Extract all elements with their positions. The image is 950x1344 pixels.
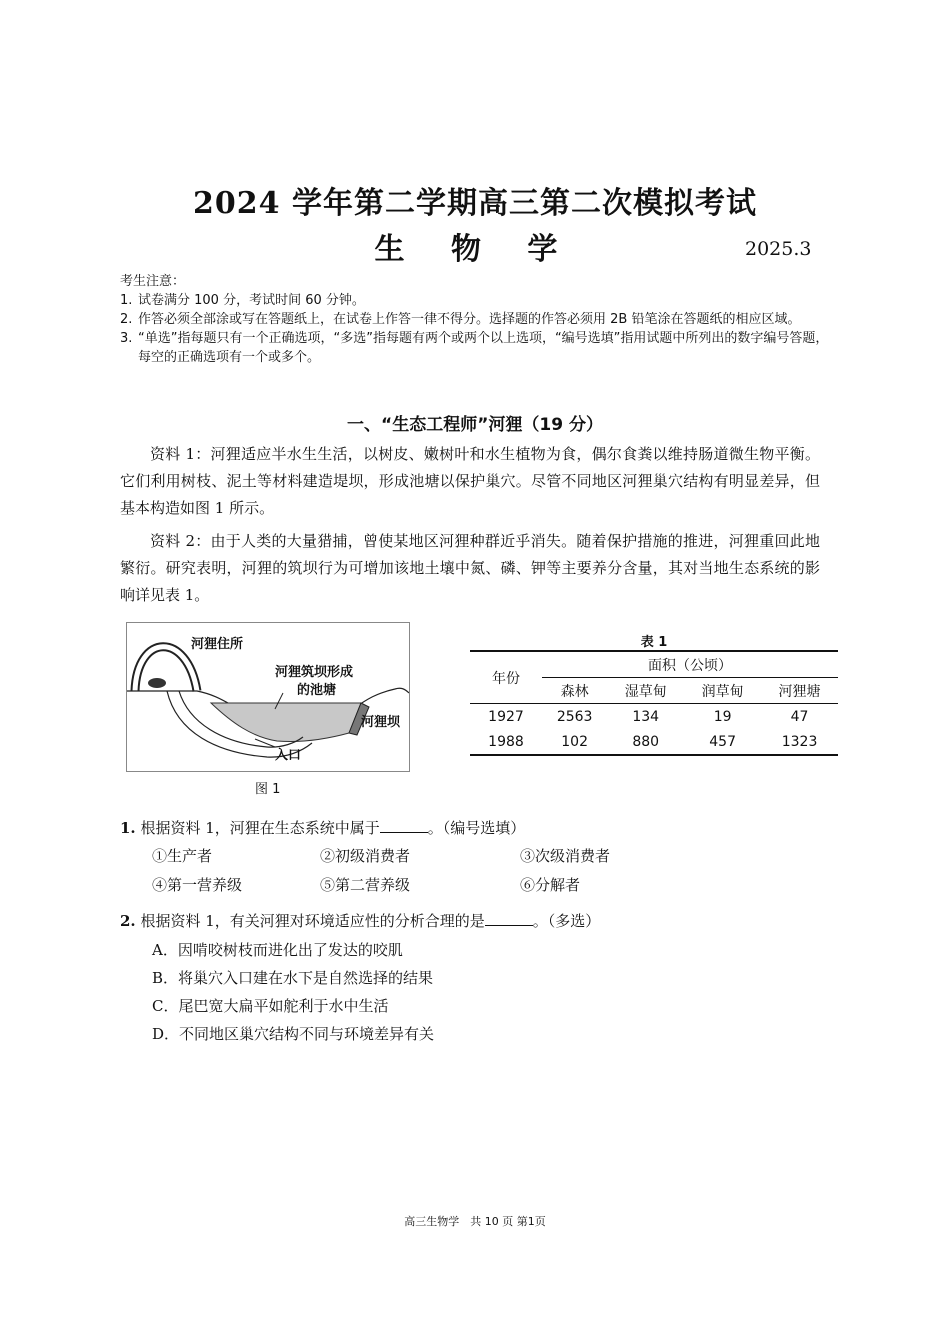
- column-header: 湿草甸: [607, 678, 684, 704]
- option-item: B．将巢穴入口建在水下是自然选择的结果: [152, 969, 434, 987]
- column-header: 河狸塘: [761, 678, 838, 704]
- option-item: ①生产者: [152, 847, 213, 865]
- notice-item-text: 试卷满分 100 分，考试时间 60 分钟。: [138, 293, 365, 308]
- notice-item-text: “单选”指每题只有一个正确选项，“多选”指每题有两个或两个以上选项，“编号选填”指用试题中所列出的数字编号答题，每空的正确选项有一个或多个。: [138, 331, 829, 365]
- option-item: D．不同地区巢穴结构不同与环境差异有关: [152, 1025, 435, 1043]
- table-row: [470, 729, 838, 755]
- value-cell: 134: [632, 708, 660, 725]
- table-caption: 表 1: [640, 635, 668, 650]
- question-number: 1.: [120, 819, 136, 837]
- exam-date: 2025.3: [745, 238, 812, 260]
- option-item: A．因啃咬树枝而进化出了发达的咬肌: [152, 941, 403, 959]
- question-2: [120, 907, 840, 935]
- beaver-lodge-diagram: [127, 623, 409, 771]
- value-cell: 457: [684, 729, 761, 755]
- beaver-icon: [148, 678, 166, 688]
- value-cell: 2563: [556, 708, 593, 725]
- year-cell: 1988: [470, 729, 542, 755]
- value-cell: 102: [542, 729, 607, 755]
- option-item: C．尾巴宽大扁平如舵利于水中生活: [152, 997, 389, 1015]
- material-1-paragraph: 资料 1：河狸适应半水生生活，以树皮、嫩树叶和水生植物为食，偶尔食粪以维持肠道微生物平衡。它们利用树枝、泥土等材料建造堤坝，形成池塘以保护巢穴。尽管不同地区河狸巢穴结构有明显差异，但基本构造如图 1 所示。: [120, 445, 820, 517]
- question-number: 2.: [120, 912, 136, 930]
- question-2-options: [152, 936, 434, 1048]
- year-header: 年份: [470, 651, 542, 704]
- option-item: ⑥分解者: [520, 876, 581, 894]
- column-header: 森林: [542, 678, 607, 704]
- notice-item-number: 2.: [120, 312, 133, 327]
- question-text-suffix: 。（编号选填）: [427, 819, 526, 837]
- table-header-row: [470, 651, 838, 678]
- year-cell: 1927: [488, 708, 524, 725]
- answer-blank[interactable]: [380, 816, 428, 833]
- notice-item-text: 作答必须全部涂或写在答题纸上，在试卷上作答一律不得分。选择题的作答必须用 2B 铅笔涂在答题纸的相应区域。: [138, 312, 801, 327]
- figure-caption: 图 1: [255, 782, 281, 797]
- question-text: 根据资料 1，有关河狸对环境适应性的分析合理的是: [140, 912, 485, 930]
- option-item: ④第一营养级: [152, 876, 243, 894]
- page-footer: 高三生物学 共 10 页 第1页: [404, 1215, 546, 1228]
- question-1: [120, 814, 840, 842]
- question-text: 根据资料 1，河狸在生态系统中属于: [140, 819, 380, 837]
- notice-heading: 考生注意：: [120, 274, 186, 289]
- value-cell: 47: [790, 708, 809, 725]
- exam-title: 2024 学年第二学期高三第二次模拟考试: [193, 186, 757, 221]
- option-item: ③次级消费者: [520, 847, 611, 865]
- option-item: ⑤第二营养级: [320, 876, 411, 894]
- beaver-lodge-figure: [126, 622, 410, 772]
- pond-water: [211, 703, 361, 742]
- table-row: [470, 704, 838, 730]
- notice-item-number: 1.: [120, 293, 133, 308]
- section-title: 一、“生态工程师”河狸（19 分）: [347, 415, 603, 435]
- lodge-label: 河狸住所: [191, 637, 244, 652]
- notice-item-number: 3.: [120, 331, 133, 346]
- answer-blank[interactable]: [485, 909, 533, 926]
- exam-notice: [120, 272, 840, 367]
- material-2-paragraph: 资料 2：由于人类的大量猎捕，曾使某地区河狸种群近乎消失。随着保护措施的推进，河狸重回此地繁衍。研究表明，河狸的筑坝行为可增加该地土壤中氮、磷、钾等主要养分含量，其对当地生态系统的影响详见表 1。: [120, 532, 820, 604]
- notice-item: [120, 291, 840, 310]
- pond-label-line2: 的池塘: [297, 683, 337, 698]
- area-table: [470, 650, 838, 756]
- option-item: ②初级消费者: [320, 847, 411, 865]
- notice-item: [120, 329, 840, 367]
- area-header: 面积（公顷）: [542, 651, 838, 678]
- notice-item: [120, 310, 840, 329]
- value-cell: 1323: [761, 729, 838, 755]
- dam-label: 河狸坝: [361, 715, 401, 730]
- pond-label-line1: 河狸筑坝形成: [275, 665, 354, 680]
- question-text-suffix: 。（多选）: [532, 912, 601, 930]
- column-header: 润草甸: [684, 678, 761, 704]
- subject-title: 生 物 学: [374, 232, 576, 267]
- lodge-dome: [135, 647, 197, 691]
- value-cell: 880: [607, 729, 684, 755]
- question-1-options: [152, 842, 712, 900]
- value-cell: 19: [713, 708, 732, 725]
- entrance-label: 入口: [275, 748, 302, 763]
